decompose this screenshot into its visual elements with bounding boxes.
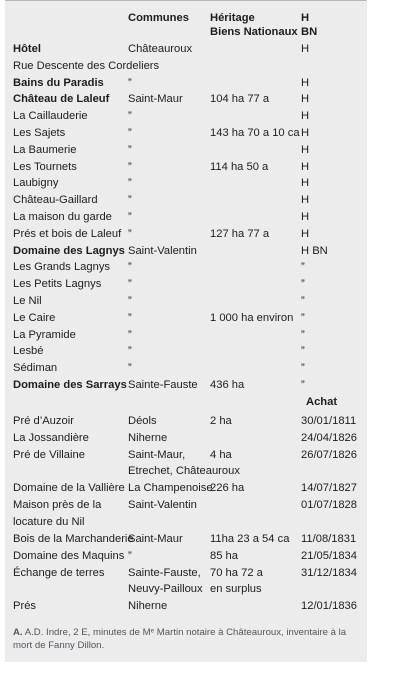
row-status: H bbox=[301, 227, 310, 240]
row-commune: ” bbox=[128, 295, 132, 307]
row-date: 24/04/1826 bbox=[301, 431, 357, 444]
header-h-1: H bbox=[301, 12, 310, 24]
row-name: La Pyramide bbox=[13, 328, 76, 341]
row-name: Domaine des Lagnys bbox=[13, 244, 125, 257]
table-row bbox=[5, 175, 367, 192]
table-row bbox=[5, 430, 367, 447]
table-row bbox=[5, 192, 367, 209]
row-name: Bois de la Marchanderie bbox=[13, 532, 134, 545]
row-commune: ” bbox=[128, 127, 132, 139]
row-heritage: 70 ha 72 a bbox=[210, 566, 263, 579]
row-heritage: 104 ha 77 a bbox=[210, 93, 270, 106]
row-name: Rue Descente des Cordeliers bbox=[13, 59, 160, 72]
row-date: 31/12/1834 bbox=[301, 566, 357, 579]
row-commune: La Champenoise bbox=[128, 482, 213, 495]
row-name: Maison près de la bbox=[13, 499, 102, 512]
row-commune: Niherne bbox=[128, 431, 168, 444]
row-heritage: 436 ha bbox=[210, 379, 245, 391]
table-row bbox=[5, 125, 367, 142]
row-commune: ” bbox=[128, 194, 132, 207]
row-status: H bbox=[301, 211, 310, 223]
row-heritage: 226 ha bbox=[210, 482, 245, 495]
row-name: Prés bbox=[13, 600, 37, 612]
table-row bbox=[5, 58, 367, 75]
row-commune: ” bbox=[128, 328, 132, 341]
table-row bbox=[5, 75, 367, 92]
row-commune: ” bbox=[128, 549, 132, 562]
row-status: H bbox=[301, 143, 310, 156]
row-status: ” bbox=[301, 379, 305, 391]
row-status: H BN bbox=[301, 244, 328, 257]
table-row bbox=[5, 581, 367, 598]
table-row bbox=[5, 343, 367, 360]
row-name: Les Petits Lagnys bbox=[13, 278, 102, 291]
row-date: 21/05/1834 bbox=[301, 549, 357, 562]
table-row bbox=[5, 463, 367, 480]
row-commune: ” bbox=[128, 227, 132, 240]
row-name: La maison du garde bbox=[13, 211, 112, 223]
row-name: Le Nil bbox=[13, 295, 42, 307]
row-commune: Etrechet, Châteauroux bbox=[128, 465, 240, 478]
row-heritage: en surplus bbox=[210, 583, 262, 596]
header-heritage-1: Héritage bbox=[210, 12, 255, 24]
row-status: ” bbox=[301, 345, 305, 358]
row-name: Château de Laleuf bbox=[13, 93, 110, 106]
row-date: 14/07/1827 bbox=[301, 482, 357, 495]
row-name: Domaine des Maquins bbox=[13, 549, 125, 562]
row-name: La Jossandière bbox=[13, 431, 89, 444]
row-heritage: 127 ha 77 a bbox=[210, 227, 270, 240]
row-name: La Caillauderie bbox=[13, 110, 88, 123]
row-name: Lesbé bbox=[13, 345, 44, 358]
table-row bbox=[5, 276, 367, 293]
table-row bbox=[5, 310, 367, 327]
row-heritage: 2 ha bbox=[210, 415, 232, 427]
table-row bbox=[5, 548, 367, 565]
row-name: Château-Gaillard bbox=[13, 194, 98, 207]
table-row bbox=[5, 497, 367, 514]
row-commune: ” bbox=[128, 110, 132, 123]
row-commune: Sainte-Fauste, bbox=[128, 566, 201, 579]
row-status: H bbox=[301, 194, 310, 207]
row-name: locature du Nil bbox=[13, 515, 85, 528]
table-row bbox=[5, 360, 367, 377]
row-commune: ” bbox=[128, 311, 132, 324]
table-row bbox=[5, 531, 367, 548]
table-row bbox=[5, 598, 367, 615]
header-communes: Communes bbox=[128, 12, 189, 24]
footnote-text: A.D. Indre, 2 E, minutes de Mᵉ Martin notaire à Châteauroux, inventaire à la mort de Fanny Dillon. bbox=[13, 627, 347, 651]
row-commune: ” bbox=[128, 177, 132, 190]
row-status: H bbox=[301, 177, 310, 190]
row-commune: Saint-Maur bbox=[128, 532, 183, 545]
table-row bbox=[5, 259, 367, 276]
row-commune: Saint-Maur, bbox=[128, 448, 186, 461]
row-commune: Sainte-Fauste bbox=[128, 379, 198, 391]
row-commune: ” bbox=[128, 76, 132, 89]
row-heritage: 143 ha 70 a 10 ca bbox=[210, 127, 300, 139]
row-heritage: 114 ha 50 a bbox=[210, 160, 269, 173]
row-name: Les Sajets bbox=[13, 127, 66, 139]
table-row bbox=[5, 480, 367, 497]
table-row bbox=[5, 327, 367, 344]
table-row bbox=[5, 377, 367, 394]
row-commune: Niherne bbox=[128, 600, 168, 612]
row-commune: Déols bbox=[128, 415, 157, 427]
row-commune: Neuvy-Pailloux bbox=[128, 583, 203, 596]
row-commune: ” bbox=[128, 143, 132, 156]
header-heritage-2: Biens Nationaux bbox=[210, 26, 298, 38]
table-row bbox=[5, 209, 367, 226]
row-status: H bbox=[301, 160, 310, 173]
footnote-label: A. bbox=[13, 627, 23, 638]
row-commune: Saint-Valentin bbox=[128, 499, 197, 512]
table-row bbox=[5, 226, 367, 243]
row-date: 11/08/1831 bbox=[301, 532, 357, 545]
row-name: Les Tournets bbox=[13, 160, 77, 173]
header-achat: Achat bbox=[306, 396, 338, 408]
row-name: Pré de Villaine bbox=[13, 448, 85, 461]
row-name: Le Caire bbox=[13, 311, 56, 324]
table-panel bbox=[5, 0, 367, 662]
row-commune: ” bbox=[128, 345, 132, 358]
row-heritage: 85 ha bbox=[210, 549, 238, 562]
row-date: 26/07/1826 bbox=[301, 448, 357, 461]
row-name: La Baumerie bbox=[13, 143, 77, 156]
table-row bbox=[5, 142, 367, 159]
table-row bbox=[5, 565, 367, 582]
row-date: 30/01/1811 bbox=[301, 415, 357, 427]
table-row bbox=[5, 108, 367, 125]
table-row bbox=[5, 413, 367, 430]
row-date: 12/01/1836 bbox=[301, 600, 357, 612]
row-name: Pré d’Auzoir bbox=[13, 415, 74, 427]
row-status: ” bbox=[301, 328, 305, 341]
row-status: ” bbox=[301, 311, 305, 324]
row-name: Domaine de la Vallière bbox=[13, 482, 125, 495]
row-date: 01/07/1828 bbox=[301, 499, 357, 512]
row-name: Laubigny bbox=[13, 177, 59, 190]
table-row bbox=[5, 159, 367, 176]
row-name: Hôtel bbox=[13, 43, 41, 55]
row-status: H bbox=[301, 127, 310, 139]
row-commune: ” bbox=[128, 278, 132, 291]
header-h-2: BN bbox=[301, 26, 318, 38]
row-heritage: 11ha 23 a 54 ca bbox=[210, 532, 290, 545]
table-row bbox=[5, 91, 367, 108]
table-row bbox=[5, 243, 367, 260]
row-status: ” bbox=[301, 362, 305, 375]
row-name: Domaine des Sarrays bbox=[13, 379, 127, 391]
row-status: H bbox=[301, 93, 310, 106]
row-commune: ” bbox=[128, 211, 132, 223]
row-status: H bbox=[301, 76, 310, 89]
row-name: Sédiman bbox=[13, 362, 58, 375]
row-status: ” bbox=[301, 295, 305, 307]
row-commune: ” bbox=[128, 362, 132, 375]
row-heritage: 1 000 ha environ bbox=[210, 311, 294, 324]
row-status: ” bbox=[301, 278, 305, 291]
row-status: ” bbox=[301, 261, 305, 274]
row-commune: Saint-Maur bbox=[128, 93, 183, 106]
row-commune: ” bbox=[128, 160, 132, 173]
table-row bbox=[5, 293, 367, 310]
table-row bbox=[5, 447, 367, 464]
row-status: H bbox=[301, 110, 310, 123]
footnote bbox=[13, 626, 363, 652]
row-commune: Châteauroux bbox=[128, 43, 193, 55]
table-row bbox=[5, 41, 367, 58]
row-name: Échange de terres bbox=[13, 566, 105, 579]
row-commune: ” bbox=[128, 261, 132, 274]
row-name: Les Grands Lagnys bbox=[13, 261, 111, 274]
top-rule bbox=[5, 0, 367, 1]
row-heritage: 4 ha bbox=[210, 448, 232, 461]
row-status: H bbox=[301, 43, 310, 55]
row-name: Prés et bois de Laleuf bbox=[13, 227, 122, 240]
row-name: Bains du Paradis bbox=[13, 76, 104, 89]
table-row bbox=[5, 514, 367, 531]
row-commune: Saint-Valentin bbox=[128, 244, 197, 257]
